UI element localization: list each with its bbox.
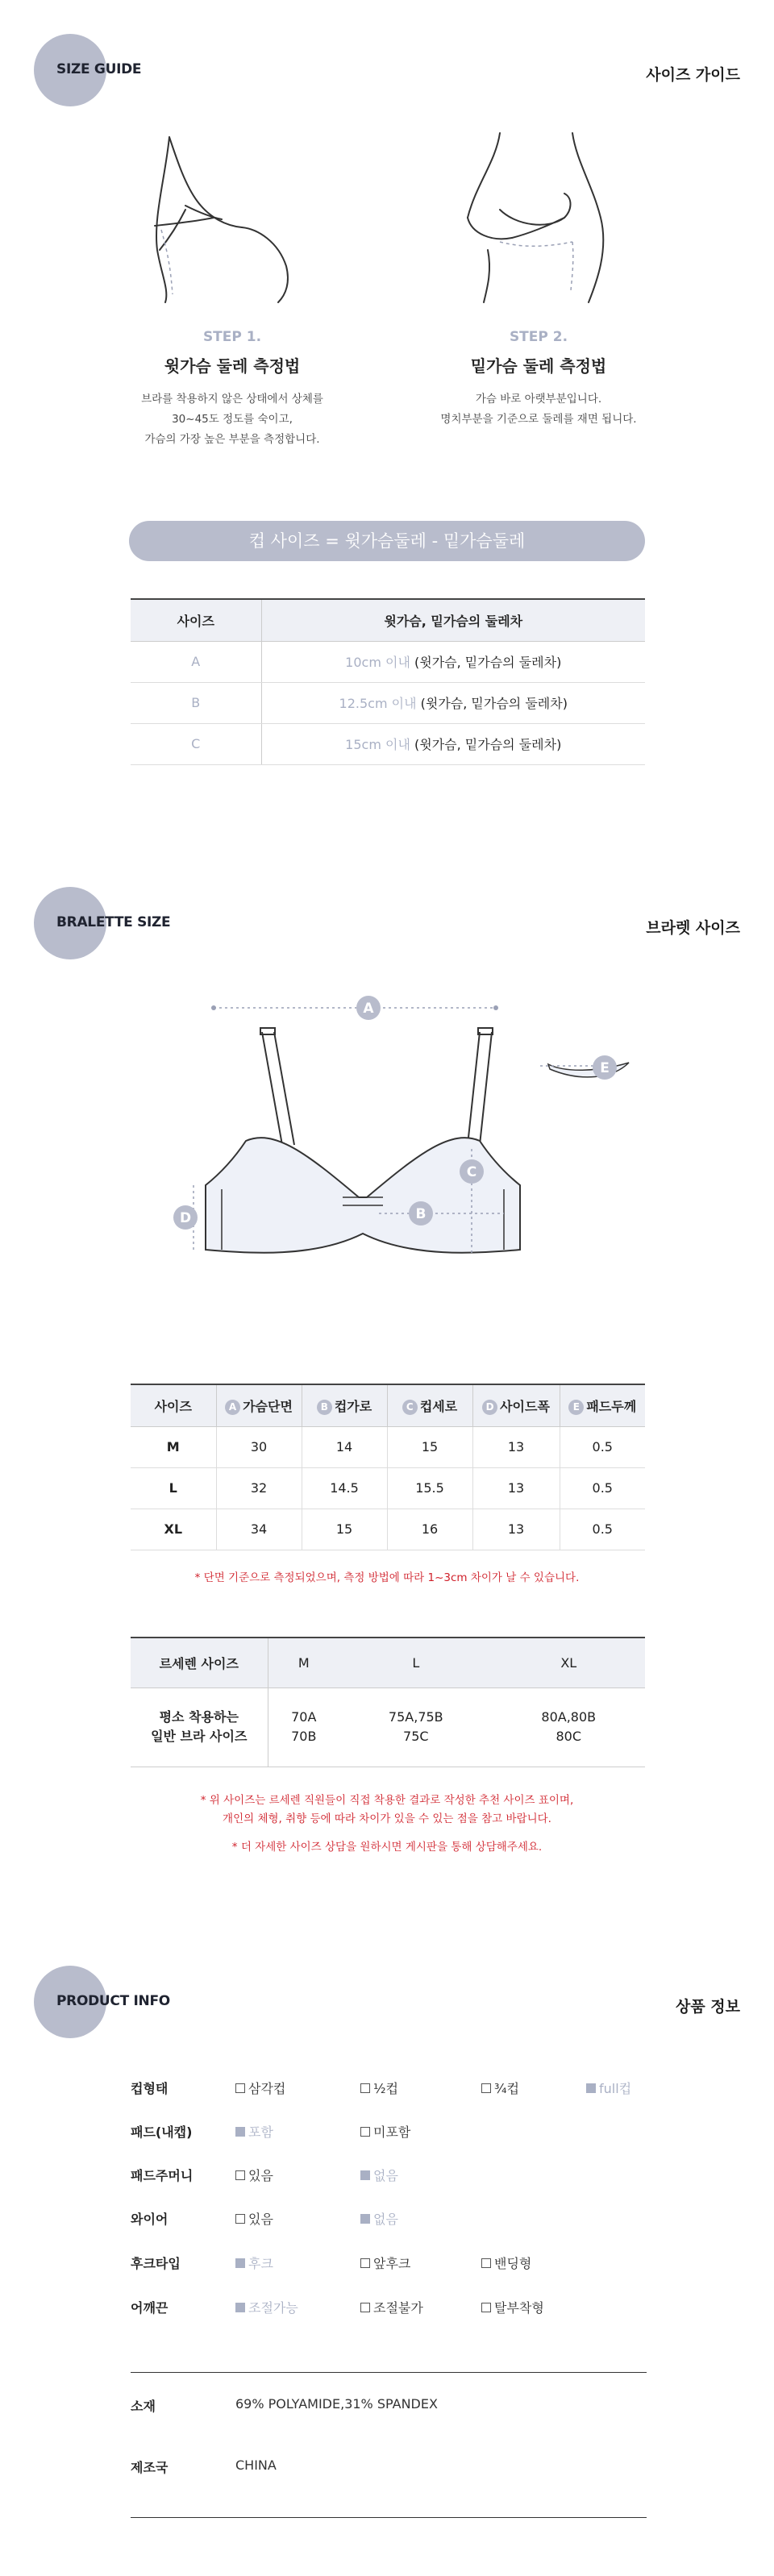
- info-row: [131, 2166, 647, 2185]
- diff-note: (윗가슴, 밑가슴의 둘레차): [410, 737, 562, 752]
- option-checkbox: [360, 2298, 423, 2316]
- table-header-row: [131, 1384, 645, 1426]
- size-value: 80C: [556, 1729, 582, 1744]
- table-cell: A: [131, 641, 261, 682]
- option-checkbox: [235, 2122, 273, 2141]
- option-checkbox: [235, 2166, 273, 2184]
- measurement-note: * 단면 기준으로 측정되었으며, 측정 방법에 따라 1~3cm 차이가 날 수 있습니다.: [194, 1571, 580, 1584]
- diagram-label-a: A: [363, 1001, 374, 1017]
- info-label: 후크타입: [131, 2256, 181, 2271]
- step-title: 윗가슴 둘레 측정법: [164, 356, 301, 376]
- cup-size-formula: 컵 사이즈 = 윗가슴둘레 - 밑가슴둘레: [129, 521, 645, 561]
- table-row: [131, 723, 645, 764]
- origin-label: 제조국: [131, 2460, 169, 2475]
- table-header: XL: [493, 1638, 645, 1688]
- note-line: * 위 사이즈는 르세렌 직원들이 직접 착용한 결과로 작성한 추천 사이즈 표이며,: [200, 1794, 574, 1807]
- table-cell: 16: [387, 1509, 472, 1550]
- table-cell: 15.5: [387, 1467, 472, 1509]
- table-row: [131, 1688, 645, 1767]
- checkbox-icon: [235, 2303, 245, 2312]
- checkbox-icon: [235, 2258, 245, 2268]
- table-cell: B: [131, 682, 261, 723]
- size-guide-header: [34, 34, 740, 106]
- material-value: 69% POLYAMIDE,31% SPANDEX: [235, 2396, 438, 2412]
- diff-value: 15cm 이내: [345, 737, 410, 752]
- cup-size-table: [131, 598, 645, 765]
- option-label: 조절불가: [373, 2300, 423, 2316]
- step-description: [385, 389, 692, 430]
- option-label: 있음: [248, 2212, 273, 2227]
- table-cell: 34: [216, 1509, 302, 1550]
- size-value: 75A,75B: [388, 1709, 443, 1725]
- note-line: 개인의 체형, 취향 등에 따라 차이가 있을 수 있는 점을 참고 바랍니다.: [223, 1812, 551, 1825]
- diff-value: 10cm 이내: [345, 655, 410, 670]
- section-title: 브라렛 사이즈: [646, 919, 740, 937]
- option-checkbox: [360, 2166, 398, 2184]
- step-2: [385, 329, 692, 430]
- option-label: 미포함: [373, 2124, 411, 2140]
- diagram-label-e: E: [600, 1060, 610, 1076]
- diagram-label-b: B: [415, 1206, 427, 1222]
- table-cell: 0.5: [560, 1467, 645, 1509]
- table-cell: L: [131, 1467, 216, 1509]
- size-conversion-table: [131, 1637, 645, 1767]
- table-cell: [261, 641, 645, 682]
- section-title: 사이즈 가이드: [646, 66, 740, 84]
- info-row: [131, 2253, 647, 2273]
- letter-badge: A: [225, 1400, 240, 1415]
- checkbox-icon: [360, 2258, 370, 2268]
- header-label: 패드두께: [586, 1398, 637, 1414]
- step-1: [79, 329, 385, 450]
- table-header: 르세렌 사이즈: [131, 1638, 268, 1688]
- row-label-line: 평소 착용하는: [159, 1709, 239, 1725]
- diagram-label-c: C: [466, 1164, 477, 1180]
- option-checkbox: [360, 2079, 398, 2097]
- option-label: 있음: [248, 2168, 273, 2183]
- table-cell: [261, 682, 645, 723]
- info-label: 패드주머니: [131, 2168, 194, 2183]
- table-cell: 14: [302, 1426, 387, 1467]
- header-label: 가슴단면: [243, 1398, 293, 1414]
- size-value: 70A: [291, 1709, 317, 1725]
- table-header-row: [131, 1638, 645, 1688]
- option-label: 포함: [248, 2124, 273, 2140]
- option-checkbox: [235, 2209, 273, 2228]
- table-cell: [268, 1688, 339, 1767]
- option-label: ¾컵: [494, 2081, 519, 2096]
- letter-badge: E: [568, 1400, 584, 1415]
- option-checkbox: [586, 2079, 631, 2097]
- table-cell: M: [131, 1426, 216, 1467]
- diff-note: (윗가슴, 밑가슴의 둘레차): [416, 696, 568, 711]
- bralette-size-table: [131, 1384, 645, 1550]
- table-header: M: [268, 1638, 339, 1688]
- diagram-label-d: D: [179, 1210, 192, 1226]
- checkbox-icon: [360, 2127, 370, 2137]
- option-label: 앞후크: [373, 2256, 411, 2271]
- option-checkbox: [235, 2253, 273, 2272]
- table-header: 윗가슴, 밑가슴의 둘레차: [261, 599, 645, 641]
- option-checkbox: [235, 2079, 285, 2097]
- step-desc-line: 브라를 착용하지 않은 상태에서 상체를: [141, 393, 323, 406]
- header-label: 컵세로: [419, 1398, 458, 1414]
- origin-value: CHINA: [235, 2457, 277, 2473]
- info-label: 컵형태: [131, 2081, 169, 2096]
- table-row: [131, 641, 645, 682]
- option-label: 조절가능: [248, 2300, 298, 2316]
- table-header: [302, 1384, 387, 1426]
- recommendation-note: [0, 1792, 774, 1829]
- letter-badge: D: [482, 1400, 497, 1415]
- table-row: [131, 1426, 645, 1467]
- table-cell: 13: [472, 1509, 560, 1550]
- size-value: 70B: [291, 1729, 317, 1744]
- checkbox-icon: [586, 2083, 596, 2093]
- option-label: 없음: [373, 2168, 398, 2183]
- table-row: [131, 1467, 645, 1509]
- info-label: 패드(내캡): [131, 2124, 193, 2140]
- option-checkbox: [235, 2298, 298, 2316]
- checkbox-icon: [481, 2303, 491, 2312]
- step-desc-line: 가슴의 가장 높은 부분을 측정합니다.: [144, 433, 320, 446]
- option-checkbox: [360, 2122, 410, 2141]
- option-checkbox: [481, 2079, 519, 2097]
- checkbox-icon: [235, 2127, 245, 2137]
- letter-badge: C: [402, 1400, 418, 1415]
- table-cell: 13: [472, 1426, 560, 1467]
- table-row: [131, 1509, 645, 1550]
- row-label-line: 일반 브라 사이즈: [151, 1729, 248, 1744]
- divider: [131, 2372, 647, 2373]
- table-cell: 15: [302, 1509, 387, 1550]
- option-label: full컵: [599, 2081, 632, 2096]
- table-row: [131, 682, 645, 723]
- info-label: 와이어: [131, 2212, 169, 2227]
- header-label: 사이드폭: [500, 1398, 550, 1414]
- option-label: 탈부착형: [494, 2300, 544, 2316]
- checkbox-icon: [235, 2170, 245, 2180]
- option-label: ½컵: [373, 2081, 398, 2096]
- info-row: [131, 2298, 647, 2317]
- option-label: 삼각컵: [248, 2081, 286, 2096]
- section-badge-text: PRODUCT INFO: [56, 1993, 170, 2009]
- table-header: 사이즈: [131, 1384, 216, 1426]
- option-checkbox: [481, 2298, 544, 2316]
- step-desc-line: 가슴 바로 아랫부분입니다.: [475, 393, 602, 406]
- bralette-diagram: [161, 984, 645, 1290]
- step-number: STEP 1.: [202, 329, 262, 345]
- table-header: [216, 1384, 302, 1426]
- size-value: 75C: [403, 1729, 429, 1744]
- table-cell: 0.5: [560, 1509, 645, 1550]
- table-header: [560, 1384, 645, 1426]
- table-cell: [131, 1688, 268, 1767]
- letter-badge: B: [317, 1400, 332, 1415]
- step1-illustration: [121, 129, 306, 306]
- step2-illustration: [452, 129, 637, 306]
- table-header-row: [131, 599, 645, 641]
- diff-value: 12.5cm 이내: [339, 696, 417, 711]
- header-label: 컵가로: [334, 1398, 372, 1414]
- table-header: 사이즈: [131, 599, 261, 641]
- section-title: 상품 정보: [675, 1998, 740, 2016]
- option-checkbox: [481, 2253, 531, 2272]
- table-cell: 0.5: [560, 1426, 645, 1467]
- table-cell: 15: [387, 1426, 472, 1467]
- step-desc-line: 30~45도 정도를 숙이고,: [172, 413, 293, 426]
- step-number: STEP 2.: [509, 329, 568, 345]
- table-cell: 30: [216, 1426, 302, 1467]
- table-cell: [493, 1688, 645, 1767]
- option-label: 후크: [248, 2256, 273, 2271]
- checkbox-icon: [235, 2083, 245, 2093]
- option-label: 없음: [373, 2212, 398, 2227]
- checkbox-icon: [360, 2214, 370, 2224]
- table-cell: C: [131, 723, 261, 764]
- divider: [131, 2517, 647, 2518]
- option-checkbox: [360, 2209, 398, 2228]
- consult-note: * 더 자세한 사이즈 상담을 원하시면 게시판을 통해 상담해주세요.: [231, 1841, 543, 1854]
- checkbox-icon: [481, 2083, 491, 2093]
- info-row: [131, 2079, 647, 2098]
- table-header: [387, 1384, 472, 1426]
- table-header: [472, 1384, 560, 1426]
- checkbox-icon: [360, 2083, 370, 2093]
- info-row: [131, 2122, 647, 2141]
- table-cell: [339, 1688, 492, 1767]
- table-cell: XL: [131, 1509, 216, 1550]
- step-desc-line: 명치부분을 기준으로 둘레를 재면 됩니다.: [440, 413, 637, 426]
- checkbox-icon: [360, 2170, 370, 2180]
- table-cell: [261, 723, 645, 764]
- table-cell: 13: [472, 1467, 560, 1509]
- info-row: [131, 2209, 647, 2229]
- option-checkbox: [360, 2253, 410, 2272]
- diff-note: (윗가슴, 밑가슴의 둘레차): [410, 655, 562, 670]
- checkbox-icon: [360, 2303, 370, 2312]
- step-title: 밑가슴 둘레 측정법: [470, 356, 607, 376]
- info-label: 어깨끈: [131, 2300, 169, 2316]
- checkbox-icon: [481, 2258, 491, 2268]
- bralette-size-header: [34, 887, 740, 959]
- section-badge-text: BRALETTE SIZE: [56, 914, 171, 930]
- option-label: 밴딩형: [494, 2256, 532, 2271]
- size-value: 80A,80B: [541, 1709, 597, 1725]
- checkbox-icon: [235, 2214, 245, 2224]
- section-badge-text: SIZE GUIDE: [56, 61, 142, 77]
- table-header: L: [339, 1638, 492, 1688]
- material-label: 소재: [131, 2399, 156, 2414]
- step-description: [79, 389, 385, 450]
- table-cell: 14.5: [302, 1467, 387, 1509]
- table-cell: 32: [216, 1467, 302, 1509]
- product-info-header: [34, 1966, 740, 2038]
